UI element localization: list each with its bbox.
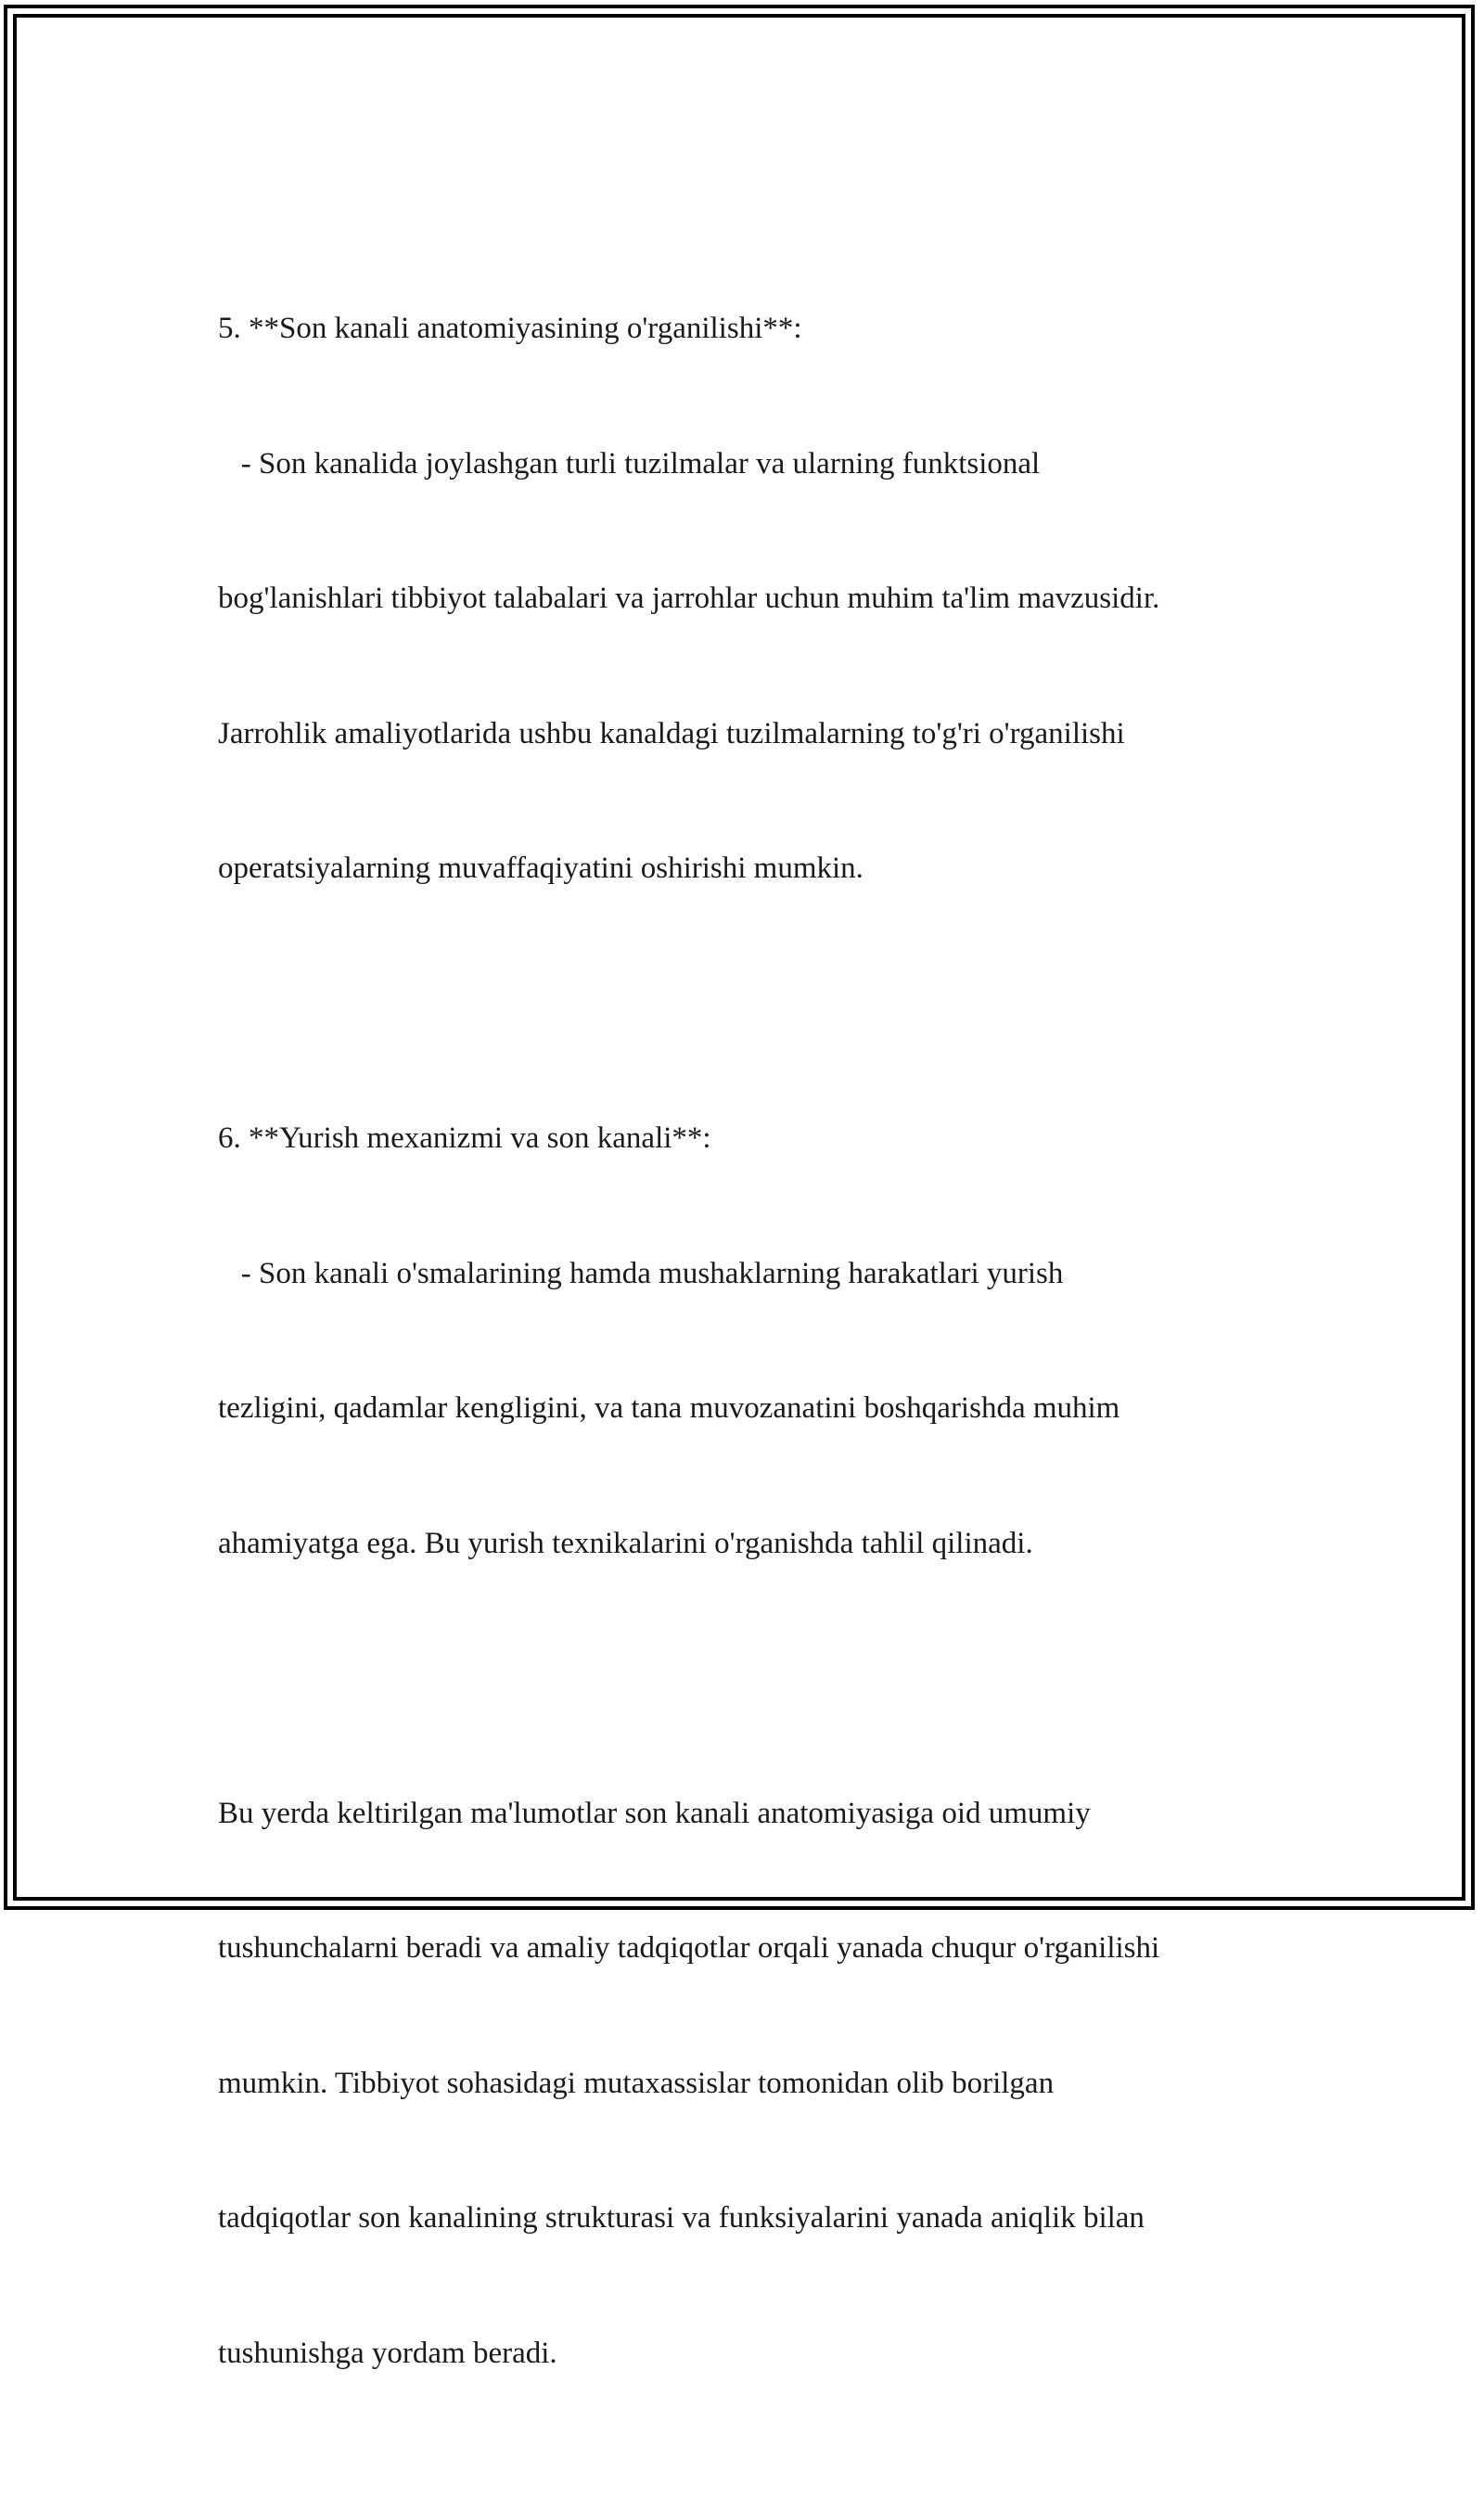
text-line: mumkin. Tibbiyot sohasidagi mutaxassislar tomonidan olib borilgan — [218, 2066, 1055, 2100]
text-line: tezligini, qadamlar kengligini, va tana muvozanatini boshqarishda muhim — [218, 1391, 1120, 1425]
text-line: tushunchalarni beradi va amaliy tadqiqotlar orqali yanada chuqur o'rganilishi — [218, 1931, 1160, 1965]
text-line: ahamiyatga ega. Bu yurish texnikalarini o'rganishda tahlil qilinadi. — [218, 1526, 1033, 1560]
text-line: operatsiyalarning muvaffaqiyatini oshirishi mumkin. — [218, 852, 864, 885]
document-body — [218, 216, 1294, 2511]
text-line: Jarrohlik amaliyotlarida ushbu kanaldagi tuzilmalarning to'g'ri o'rganilishi — [218, 716, 1125, 750]
text-line: - Son kanali o'smalarining hamda mushaklarning harakatlari yurish — [218, 1256, 1064, 1290]
text-line: tushunishga yordam beradi. — [218, 2336, 557, 2370]
section-6-paragraph — [218, 1026, 1294, 1656]
section-5-paragraph — [218, 216, 1294, 981]
section-6-heading: 6. **Yurish mexanizmi va son kanali**: — [218, 1121, 711, 1155]
conclusion-paragraph — [218, 1701, 1294, 2466]
text-line: - Son kanalida joylashgan turli tuzilmalar va ularning funktsional — [218, 446, 1041, 480]
text-line: tadqiqotlar son kanalining strukturasi va funksiyalarini yanada aniqlik bilan — [218, 2201, 1145, 2235]
section-5-heading: 5. **Son kanali anatomiyasining o'rganilishi**: — [218, 312, 802, 345]
text-line: bog'lanishlari tibbiyot talabalari va jarrohlar uchun muhim ta'lim mavzusidir. — [218, 582, 1160, 615]
text-line: Bu yerda keltirilgan ma'lumotlar son kanali anatomiyasiga oid umumiy — [218, 1796, 1091, 1830]
